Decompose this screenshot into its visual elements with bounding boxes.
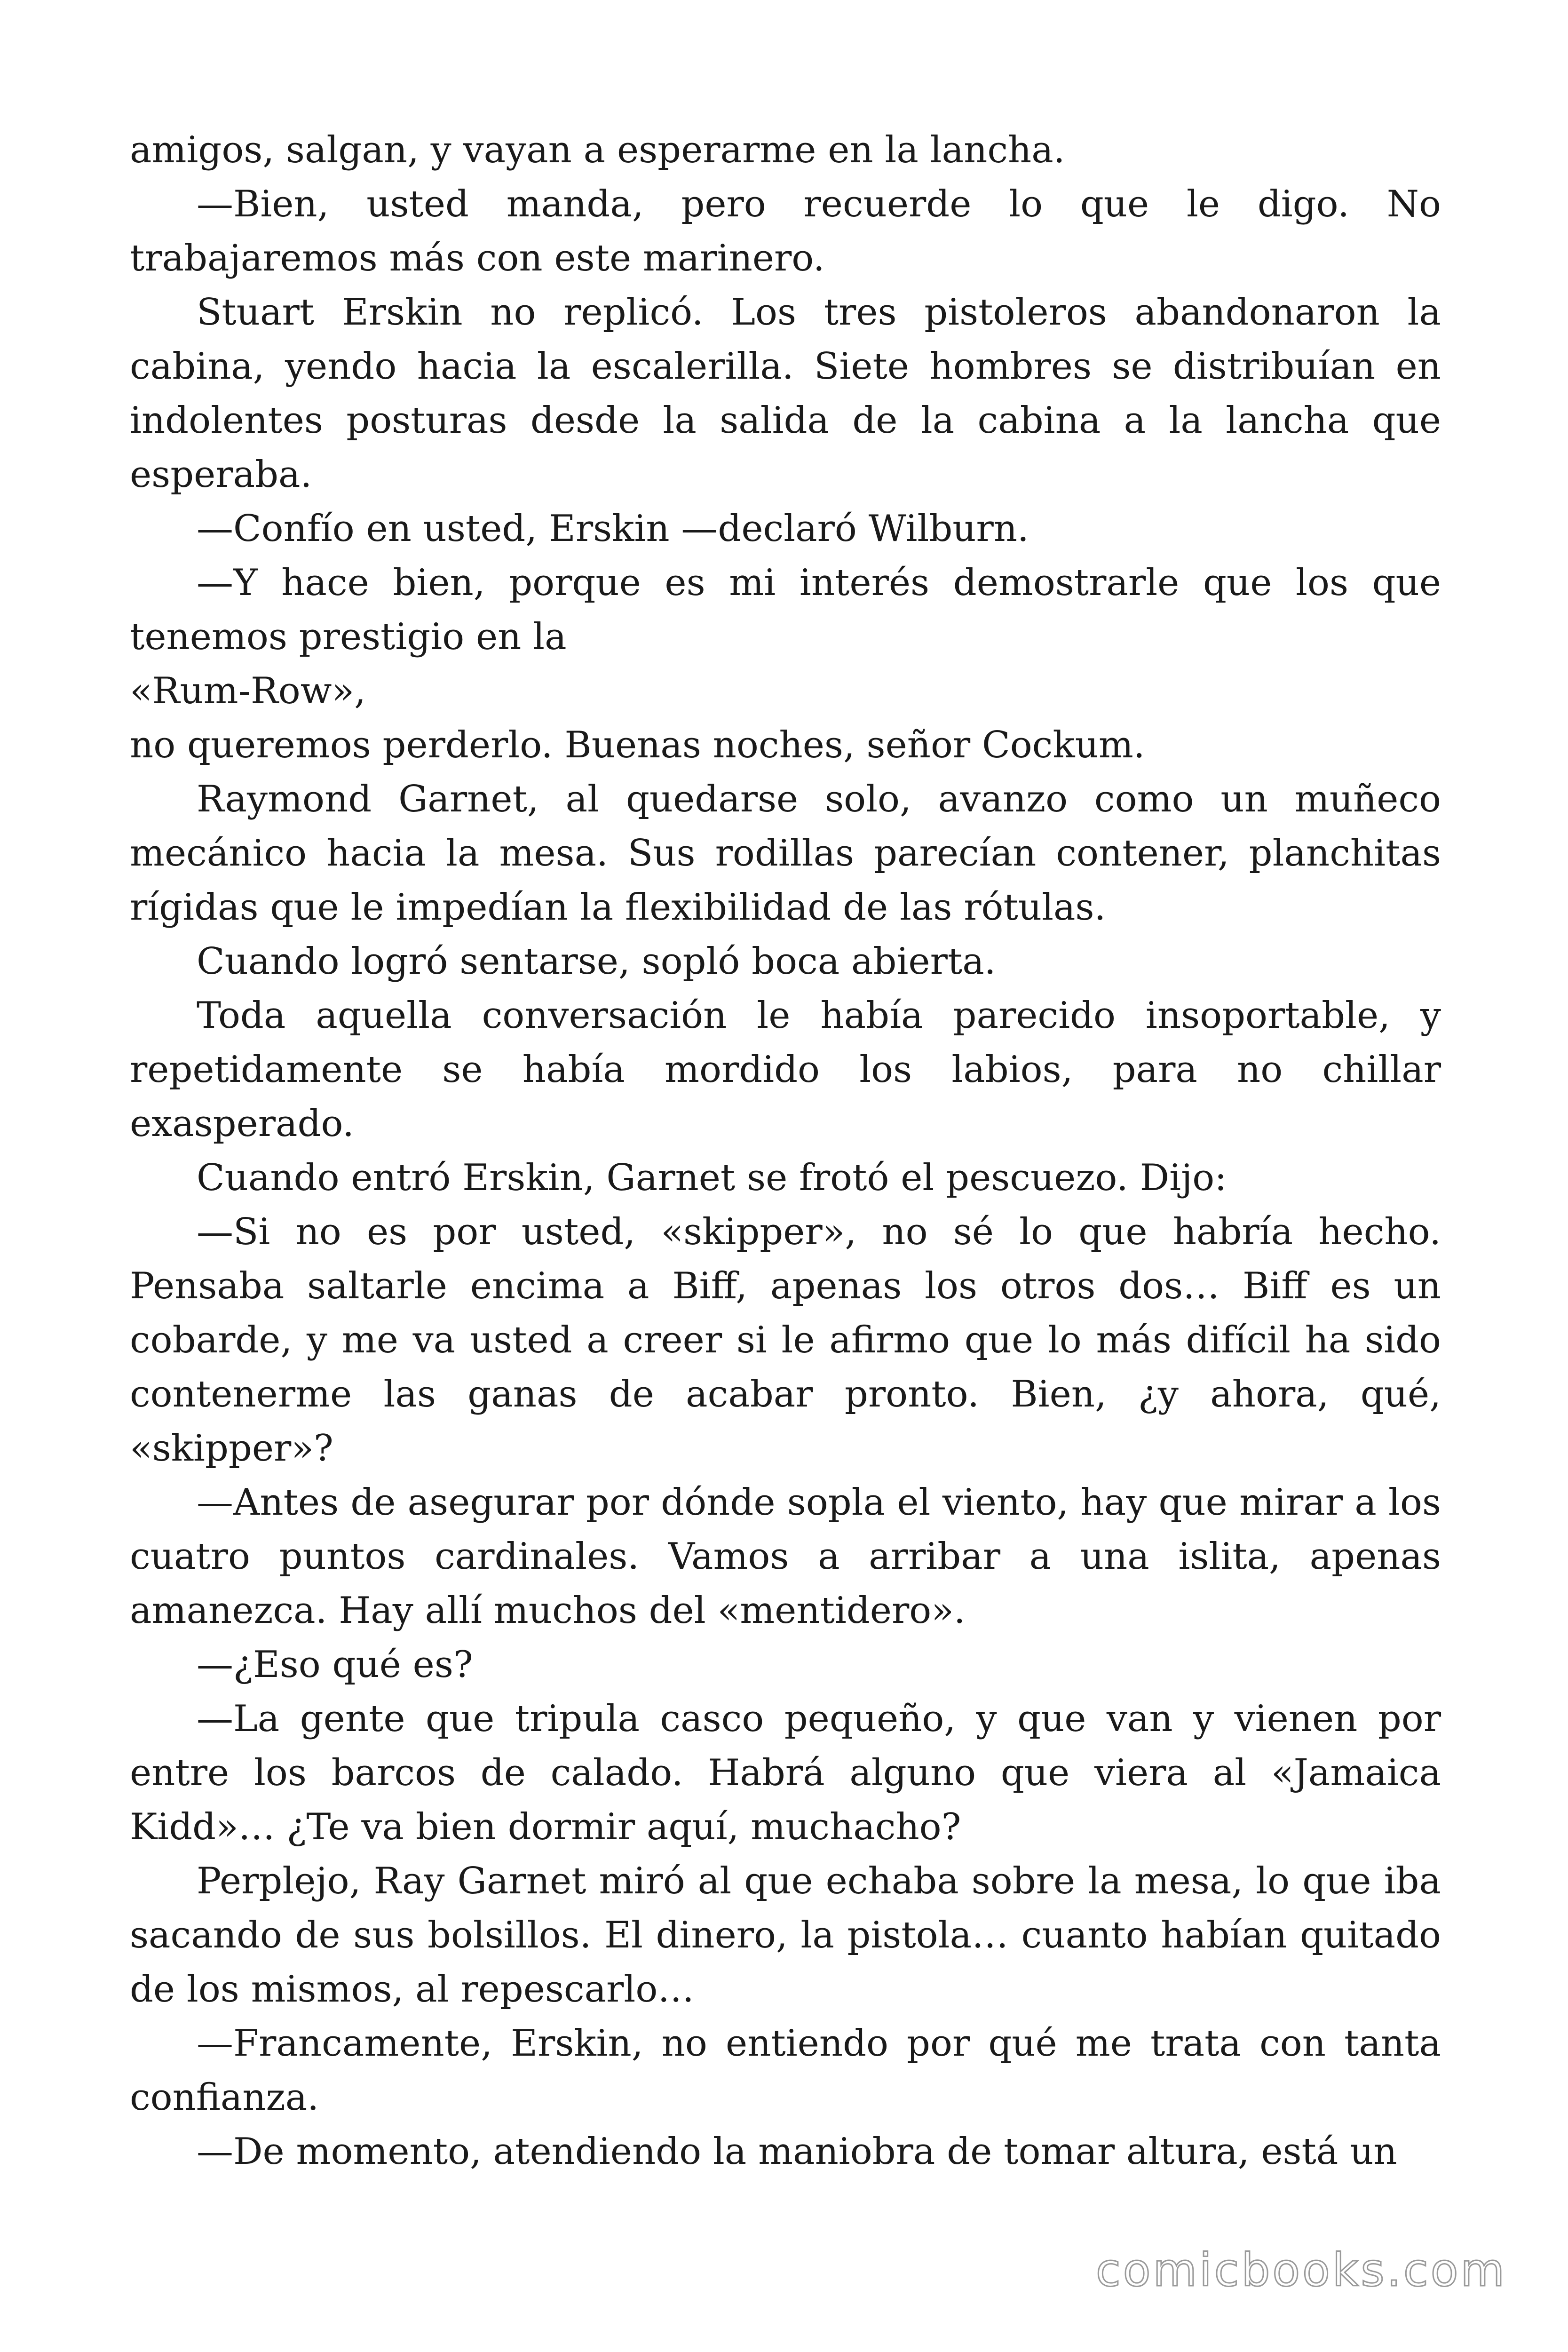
paragraph: —Si no es por usted, «skipper», no sé lo que habría hecho. Pensaba saltarle encima a Biff, apenas los otros dos… Biff es un cobarde, y me va usted a creer si le afirmo que lo más difícil ha sido contenerme las ganas de acabar pronto. Bien, ¿y ahora, qué, «skipper»? xyxy=(130,1211,1441,1470)
paragraph: —La gente que tripula casco pequeño, y que van y vienen por entre los barcos de calado. Habrá alguno que viera al «Jamaica Kidd»… ¿Te va bien dormir aquí, muchacho? xyxy=(130,1698,1441,1848)
paragraph: —Antes de asegurar por dónde sopla el viento, hay que mirar a los cuatro puntos cardinales. Vamos a arribar a una islita, apenas amanezca. Hay allí muchos del «mentidero». xyxy=(130,1481,1441,1632)
paragraph: —¿Eso qué es? xyxy=(197,1644,473,1686)
paragraph: Raymond Garnet, al quedarse solo, avanzo como un muñeco mecánico hacia la mesa. Sus rodillas parecían contener, planchitas rígidas que le impedían la flexibilidad de las rótulas. xyxy=(130,778,1441,929)
paragraph: Cuando entró Erskin, Garnet se frotó el pescuezo. Dijo: xyxy=(197,1157,1227,1199)
paragraph: Stuart Erskin no replicó. Los tres pistoleros abandonaron la cabina, yendo hacia la escalerilla. Siete hombres se distribuían en indolentes posturas desde la salida de la cabina a la lancha que esperaba. xyxy=(130,291,1441,496)
paragraph: Toda aquella conversación le había parecido insoportable, y repetidamente se había mordido los labios, para no chillar exasperado. xyxy=(130,994,1441,1145)
paragraph: Cuando logró sentarse, sopló boca abierta. xyxy=(197,940,996,983)
paragraph: «Rum-Row», xyxy=(130,670,366,712)
paragraph: —Y hace bien, porque es mi interés demostrarle que los que tenemos prestigio en la xyxy=(130,562,1441,658)
paragraph: no queremos perderlo. Buenas noches, señor Cockum. xyxy=(130,724,1145,766)
paragraph: —Bien, usted manda, pero recuerde lo que le digo. No trabajaremos más con este marinero. xyxy=(130,183,1441,279)
paragraph: —De momento, atendiendo la maniobra de tomar altura, está un xyxy=(197,2130,1397,2173)
paragraph: Perplejo, Ray Garnet miró al que echaba sobre la mesa, lo que iba sacando de sus bolsillos. El dinero, la pistola… cuanto habían quitado de los mismos, al repescarlo… xyxy=(130,1860,1441,2010)
paragraph: —Francamente, Erskin, no entiendo por qué me trata con tanta confianza. xyxy=(130,2022,1441,2119)
body-text xyxy=(130,123,1441,2179)
paragraph: amigos, salgan, y vayan a esperarme en la lancha. xyxy=(130,129,1065,171)
paragraph: —Confío en usted, Erskin —declaró Wilburn. xyxy=(197,508,1029,550)
watermark: comicbooks.com xyxy=(1095,2244,1507,2296)
